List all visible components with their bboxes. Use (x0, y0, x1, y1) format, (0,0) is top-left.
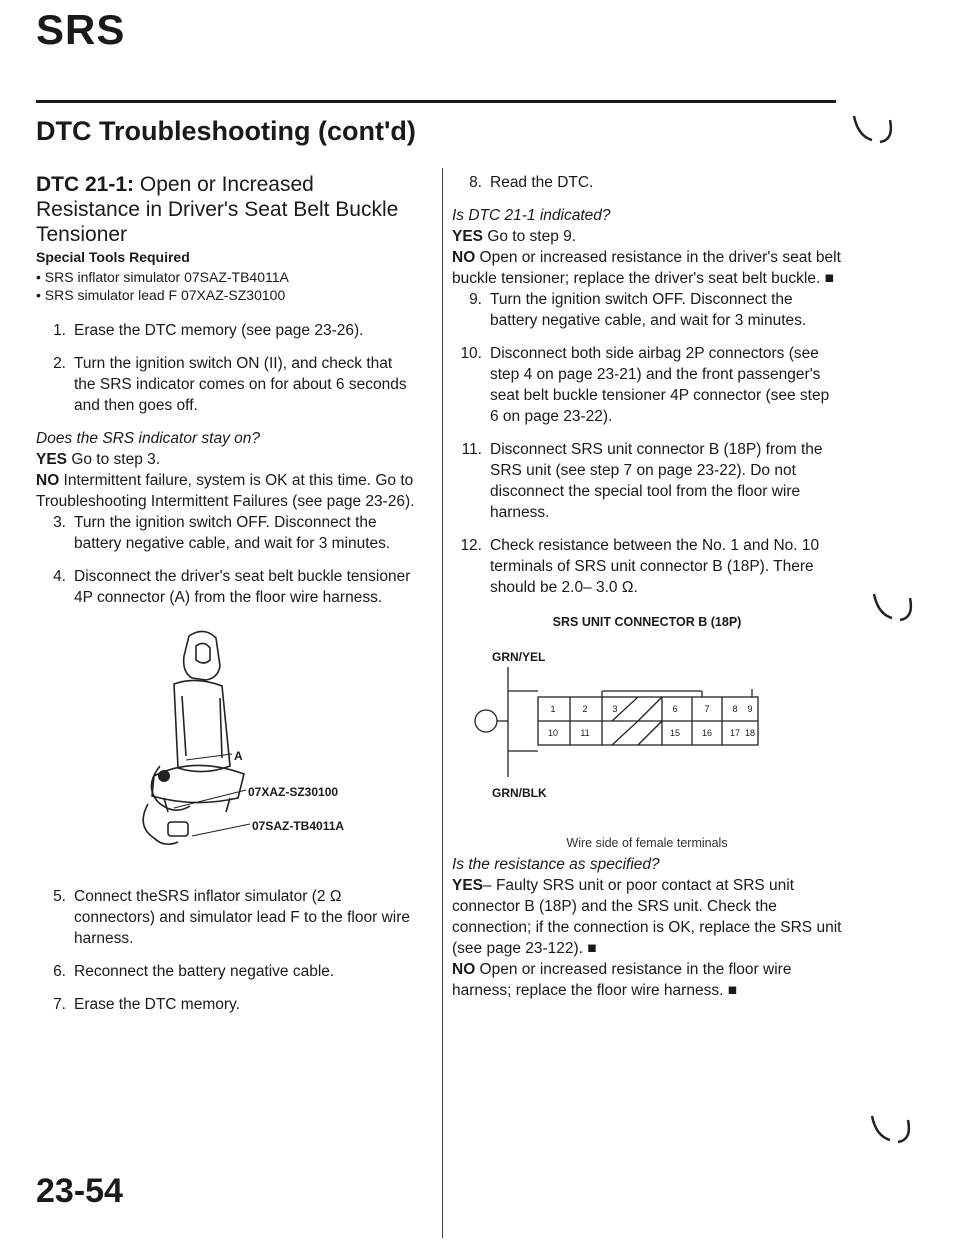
step-12 (452, 535, 842, 598)
yes-label: YES (452, 877, 484, 894)
no-label: NO (452, 961, 476, 978)
tool-item: • SRS inflator simulator 07SAZ-TB4011A (36, 268, 416, 286)
no-text: Open or increased resistance in the floor wire harness; replace the floor wire harness. ■ (452, 961, 792, 999)
no-answer (452, 959, 842, 1001)
right-column (452, 172, 842, 1001)
step-1 (36, 320, 416, 341)
step-text: Disconnect the driver's seat belt buckle tensioner 4P connector (A) from the floor wire harness. (74, 568, 411, 606)
label-simulator: 07SAZ-TB4011A (252, 819, 345, 833)
step-number: 12. (460, 537, 482, 554)
step-3 (36, 512, 416, 554)
pin-label: 9 (747, 704, 753, 714)
dtc-code: DTC 21-1: (36, 173, 135, 196)
pin-label: 3 (612, 704, 618, 714)
label-a: A (234, 749, 243, 763)
step-text: Erase the DTC memory. (74, 996, 240, 1013)
step-text: Disconnect SRS unit connector B (18P) from the SRS unit (see step 7 on page 23-22). Do not disconnect the special tool from the floor wire harness. (490, 441, 823, 521)
step-text: Reconnect the battery negative cable. (74, 963, 335, 980)
step-number: 5. (53, 888, 66, 905)
pin-label: 17 (729, 728, 740, 738)
step-8 (452, 172, 842, 193)
no-text: Intermittent failure, system is OK at this time. Go to Troubleshooting Intermittent Failures (see page 23-26). (36, 472, 415, 510)
pin-label: 10 (547, 728, 558, 738)
tool-item: • SRS simulator lead F 07XAZ-SZ30100 (36, 286, 416, 304)
step-7 (36, 994, 416, 1015)
step-question: Is DTC 21-1 indicated? (452, 207, 611, 224)
yes-answer (452, 875, 842, 959)
yes-label: YES (452, 228, 484, 245)
step-6 (36, 961, 416, 982)
step-number: 1. (53, 322, 66, 339)
yes-answer (452, 226, 842, 247)
column-divider (442, 168, 443, 1238)
step-9 (452, 289, 842, 331)
page-number: 23-54 (36, 1172, 123, 1210)
no-answer (36, 470, 416, 512)
no-label: NO (36, 472, 60, 489)
corner-mark-icon (868, 1110, 928, 1150)
step-2 (36, 353, 416, 416)
step-text: Turn the ignition switch OFF. Disconnect the battery negative cable, and wait for 3 minutes. (74, 514, 391, 552)
pin-label: 7 (704, 704, 710, 714)
section-header-title: SRS (36, 6, 126, 53)
special-tools-heading: Special Tools Required (36, 249, 190, 265)
dtc-title: Open or Increased Resistance in Driver's Seat Belt Buckle Tensioner (36, 173, 399, 246)
pin-label: 2 (582, 704, 588, 714)
wire-label-bottom: GRN/BLK (492, 786, 547, 800)
seat-illustration (74, 620, 434, 870)
pin-label: 16 (701, 728, 712, 738)
left-column (36, 172, 416, 1027)
step-number: 2. (53, 355, 66, 372)
corner-mark-icon (850, 110, 910, 150)
wire-label-top: GRN/YEL (492, 650, 546, 664)
yes-text: – Faulty SRS unit or poor contact at SRS unit connector B (18P) and the SRS unit. Check the connection; if the connection is OK, replace the SRS unit (see page 23-122). ■ (452, 877, 842, 957)
step-text: Connect theSRS inflator simulator (2 Ω connectors) and simulator lead F to the floor wire harness. (74, 888, 410, 947)
step-number: 10. (460, 345, 482, 362)
no-label: NO (452, 249, 476, 266)
step-question: Does the SRS indicator stay on? (36, 430, 261, 447)
pin-label: 11 (580, 728, 590, 738)
step-number: 6. (53, 963, 66, 980)
yes-answer (36, 449, 416, 470)
step-text: Turn the ignition switch ON (II), and check that the SRS indicator comes on for about 6 seconds and then goes off. (74, 355, 407, 414)
step-text: Turn the ignition switch OFF. Disconnect the battery negative cable, and wait for 3 minutes. (490, 291, 807, 329)
pin-label: 15 (669, 728, 680, 738)
no-text: Open or increased resistance in the driver's seat belt buckle tensioner; replace the driver's seat belt buckle. ■ (452, 249, 841, 287)
connector-diagram (452, 647, 832, 817)
connector-title: SRS UNIT CONNECTOR B (18P) (552, 615, 742, 629)
pin-label: 6 (672, 704, 678, 714)
step-text: Disconnect both side airbag 2P connectors (see step 4 on page 23-21) and the front passenger's seat belt buckle tensioner 4P connector (see step 6 on page 23-22). (490, 345, 830, 425)
page-title: DTC Troubleshooting (cont'd) (36, 116, 416, 146)
step-5 (36, 886, 416, 949)
step-text: Erase the DTC memory (see page 23-26). (74, 322, 364, 339)
step-number: 7. (53, 996, 66, 1013)
label-lead: 07XAZ-SZ30100 (248, 785, 339, 799)
step-number: 9. (469, 291, 482, 308)
leader-lines (74, 620, 434, 870)
step-number: 11. (461, 441, 482, 458)
special-tools-list (36, 268, 416, 304)
step-number: 3. (53, 514, 66, 531)
yes-text: Go to step 3. (67, 451, 161, 468)
pin-label: 1 (550, 704, 556, 714)
step-11 (452, 439, 842, 523)
pin-label: 8 (732, 704, 738, 714)
yes-label: YES (36, 451, 68, 468)
step-10 (452, 343, 842, 427)
step-4 (36, 566, 416, 608)
step-text: Check resistance between the No. 1 and No. 10 terminals of SRS unit connector B (18P). There should be 2.0– 3.0 Ω. (490, 537, 820, 596)
no-answer (452, 247, 842, 289)
step-text: Read the DTC. (490, 174, 594, 191)
dtc-heading (36, 172, 416, 247)
pin-label: 18 (744, 728, 755, 738)
header-divider (36, 100, 836, 103)
yes-text: Go to step 9. (483, 228, 577, 245)
step-number: 8. (469, 174, 482, 191)
connector-caption: Wire side of female terminals (566, 836, 728, 850)
corner-mark-icon (870, 588, 930, 628)
connector-outline (452, 647, 832, 797)
step-number: 4. (53, 568, 66, 585)
step-question: Is the resistance as specified? (452, 856, 660, 873)
